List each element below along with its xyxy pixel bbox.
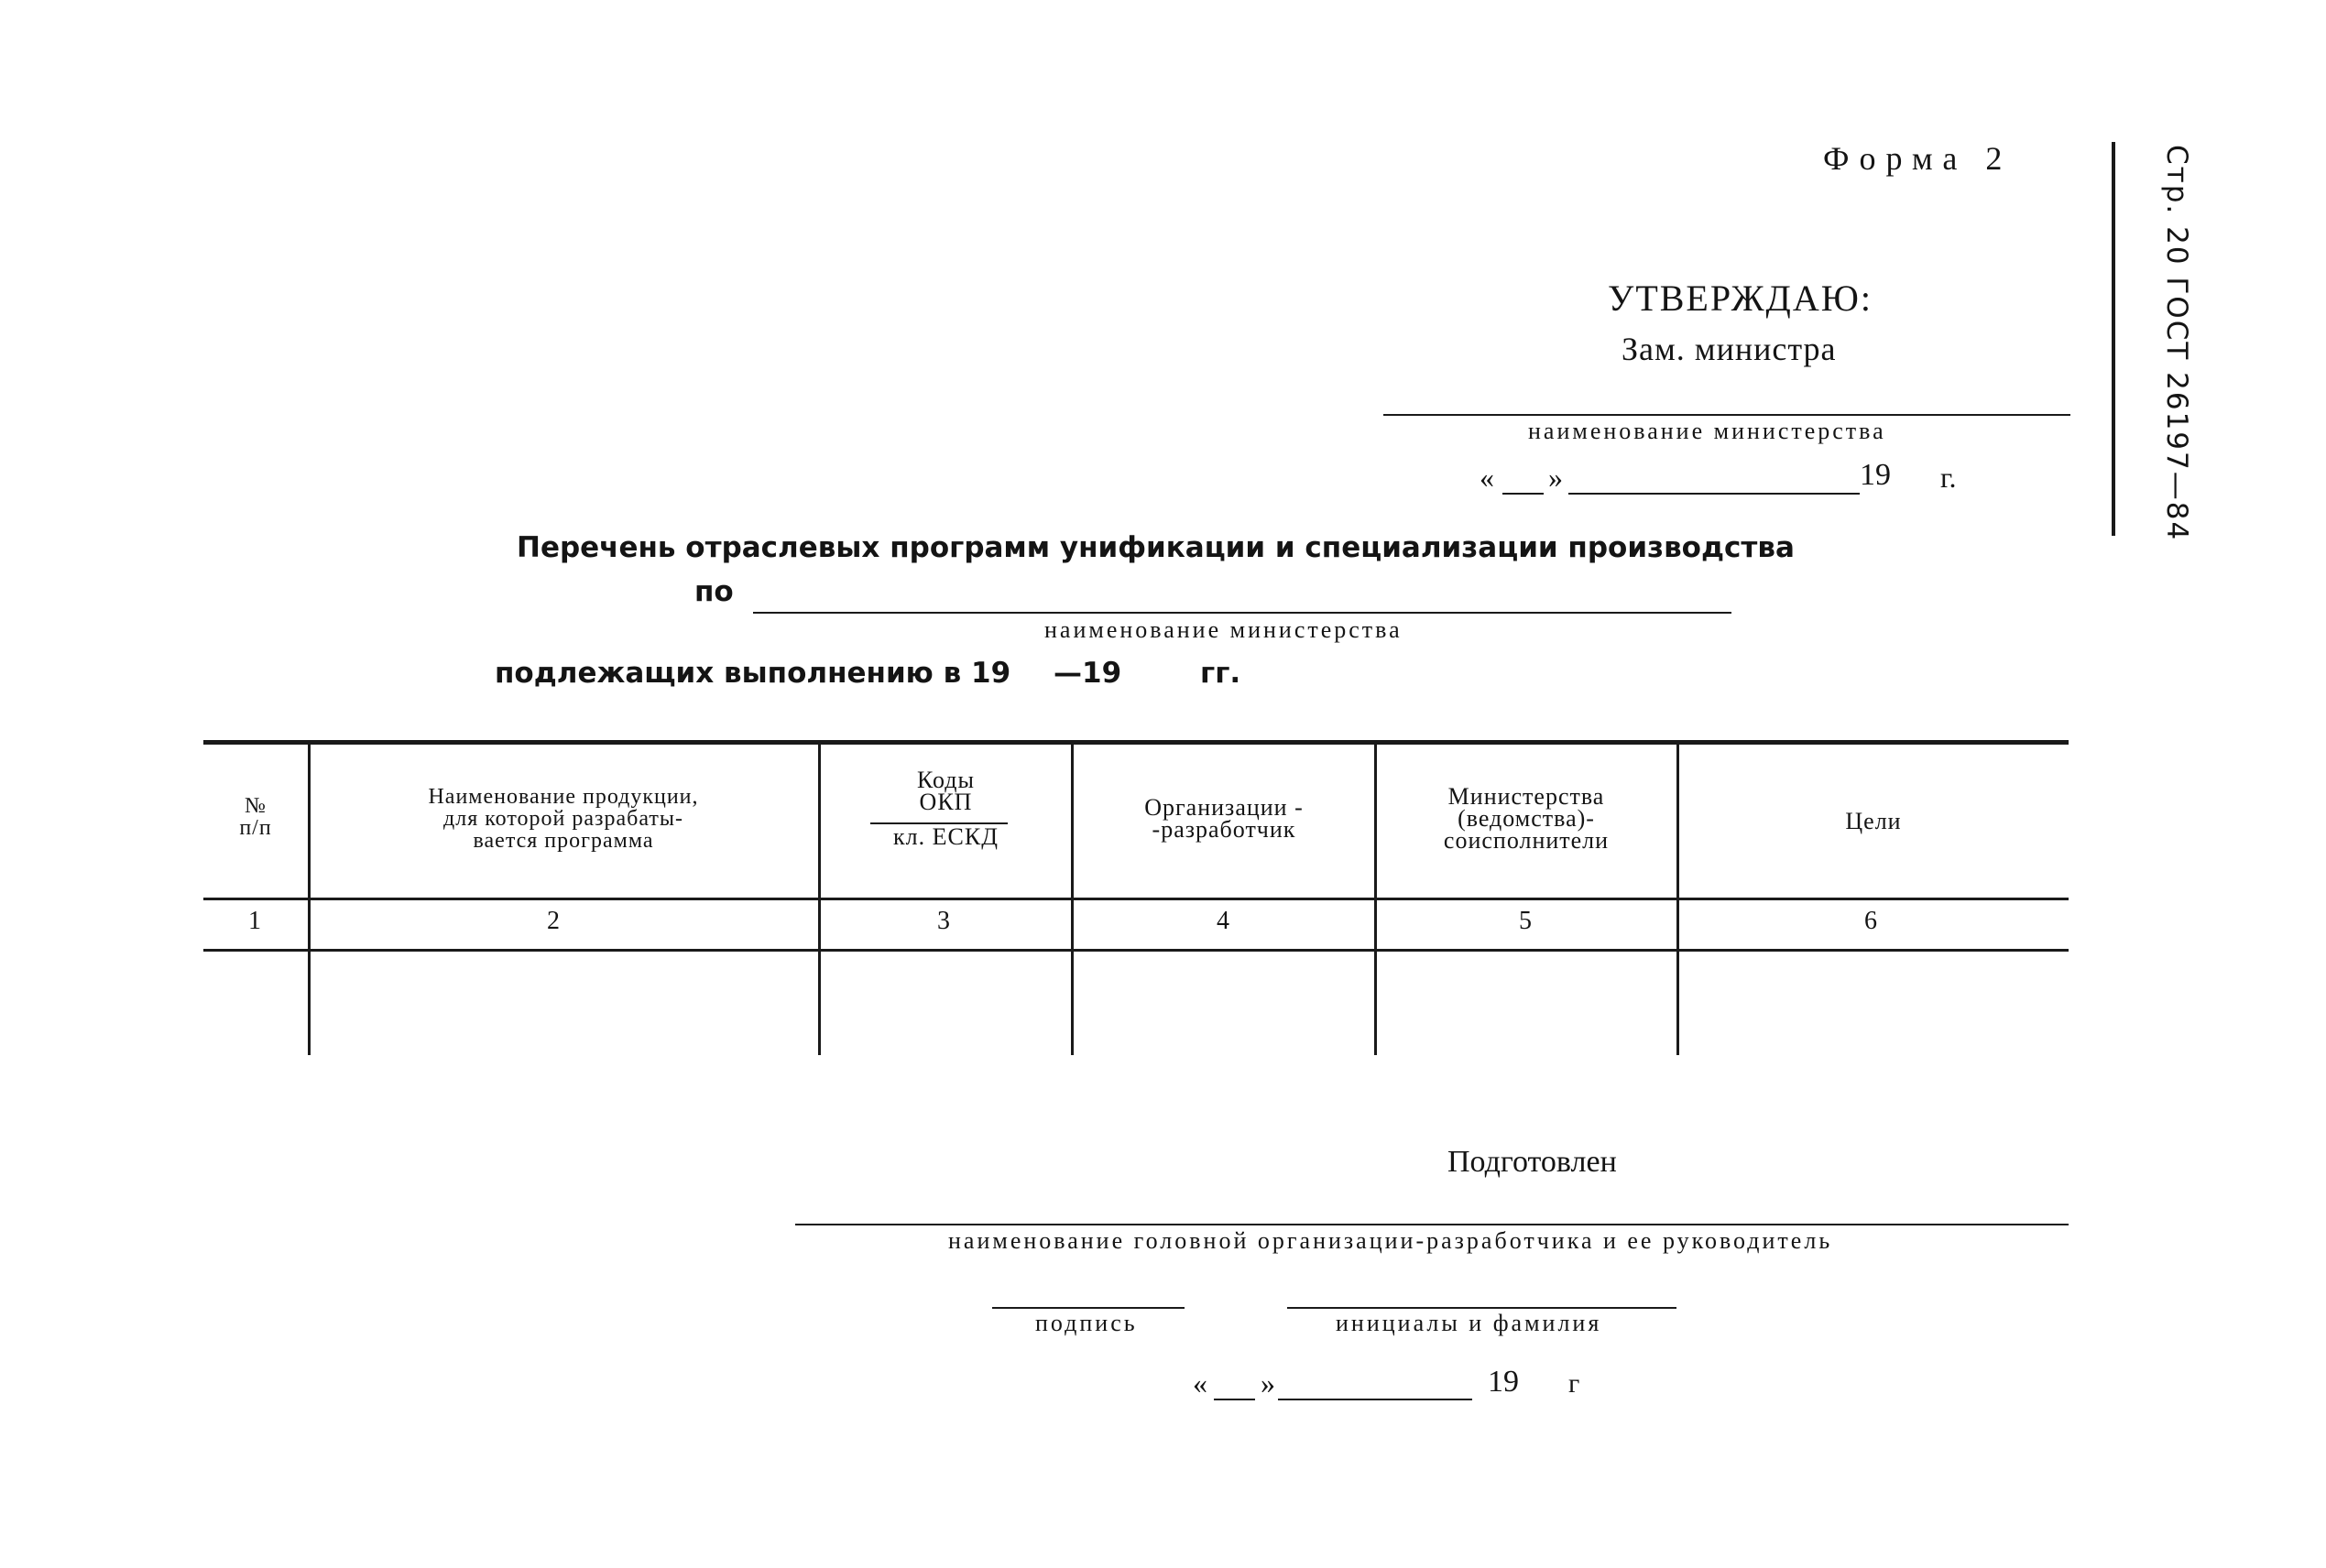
day-blank [1502,493,1544,495]
signature-line [992,1307,1185,1309]
period-label: подлежащих выполнению в 19 [495,657,1011,690]
header-ministries: Министерства (ведомства)- соисполнители [1443,783,1610,854]
ministry-line [1383,414,2070,416]
header-number: № п/п [239,794,272,840]
name-line [1287,1307,1676,1309]
header-codes-okp: Коды ОКП [917,767,975,815]
document-title: Перечень отраслевых программ унификации и специализации производства [517,531,1795,564]
table-top-border [203,740,2069,745]
approval-title: УТВЕРЖДАЮ: [1608,278,1873,319]
column-number: 5 [1519,907,1532,935]
column-number: 2 [547,907,560,935]
footer-date-close-quote: » [1261,1367,1275,1399]
column-divider [1676,744,1679,1055]
ministry-name-line [753,612,1731,614]
year-suffix: г. [1940,461,1957,494]
header-product: Наименование продукции, для которой разрабаты- вается программа [428,785,699,853]
column-divider [1374,744,1377,1055]
column-divider [308,744,311,1055]
column-number: 6 [1864,907,1877,935]
po-label: по [694,575,734,608]
date-open-quote: « [1480,461,1494,494]
organization-caption: наименование головной организации-разработчика и ее руководитель [948,1227,1833,1254]
column-number: 1 [248,907,261,935]
number-row-border [203,949,2069,952]
header-codes-eskd: кл. ЕСКД [893,823,999,850]
signature-caption: подпись [1035,1310,1138,1336]
column-number: 4 [1217,907,1229,935]
header-developer: Организации - -разработчик [1144,794,1304,843]
form-label: Форма 2 [1823,140,2013,177]
footer-date-open-quote: « [1193,1367,1207,1399]
month-blank [1568,493,1860,495]
approval-position: Зам. министра [1622,331,1837,367]
organization-line [795,1224,2069,1225]
year-prefix: 19 [1860,458,1891,492]
side-rule [2112,142,2115,536]
footer-day-blank [1214,1399,1255,1400]
footer-year-suffix: г [1568,1368,1580,1399]
column-number: 3 [937,907,950,935]
period-end: —19 [1054,657,1122,690]
ministry-caption: наименование министерства [1528,418,1886,444]
footer-month-blank [1278,1399,1472,1400]
page-header-vertical: Стр. 20 ГОСТ 26197—84 [2160,145,2193,542]
footer-year-prefix: 19 [1488,1365,1519,1399]
name-caption: инициалы и фамилия [1336,1310,1602,1336]
column-divider [818,744,821,1055]
prepared-label: Подготовлен [1447,1145,1617,1179]
header-goals: Цели [1845,808,1902,834]
date-close-quote: » [1548,461,1563,494]
column-divider [1071,744,1074,1055]
period-suffix: гг. [1200,657,1241,690]
header-bottom-border [203,898,2069,900]
ministry-name-caption: наименование министерства [1044,616,1403,643]
